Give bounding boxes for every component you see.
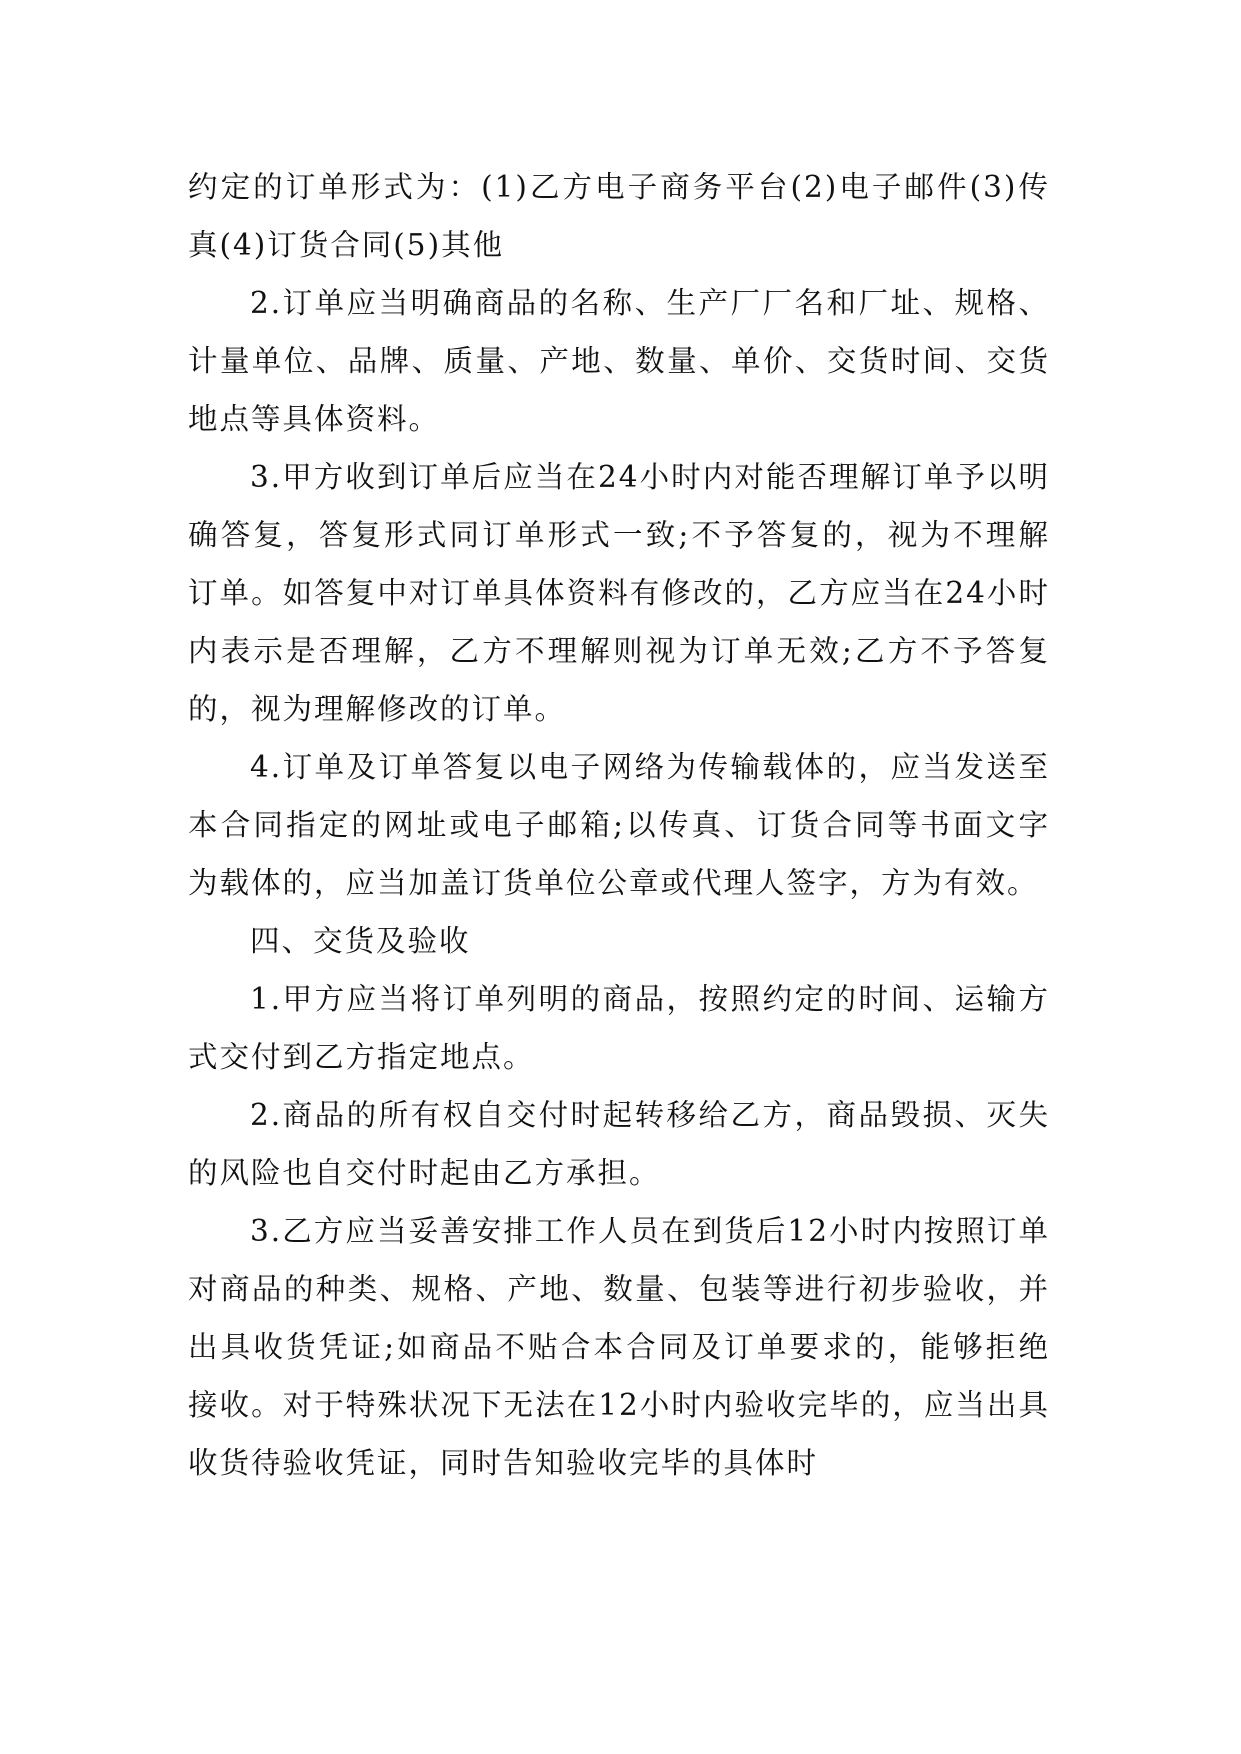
paragraph-ownership-risk: 2.商品的所有权自交付时起转移给乙方，商品毁损、灭失的风险也自交付时起由乙方承担。	[188, 1098, 1050, 1190]
document-body	[188, 158, 1050, 1492]
paragraph-order-details: 2.订单应当明确商品的名称、生产厂厂名和厂址、规格、计量单位、品牌、质量、产地、数量、单价、交货时间、交货地点等具体资料。	[188, 286, 1050, 436]
paragraph-inspection: 3.乙方应当妥善安排工作人员在到货后12小时内按照订单对商品的种类、规格、产地、数量、包装等进行初步验收，并出具收货凭证;如商品不贴合本合同及订单要求的，能够拒绝接收。对于特殊状况下无法在12小时内验收完毕的，应当出具收货待验收凭证，同时告知验收完毕的具体时	[188, 1214, 1050, 1480]
section-heading-delivery: 四、交货及验收	[250, 924, 471, 958]
paragraph-order-forms: 约定的订单形式为：(1)乙方电子商务平台(2)电子邮件(3)传真(4)订货合同(5)其他	[188, 170, 1050, 262]
paragraph-delivery: 1.甲方应当将订单列明的商品，按照约定的时间、运输方式交付到乙方指定地点。	[188, 982, 1050, 1074]
paragraph-order-transmission: 4.订单及订单答复以电子网络为传输载体的，应当发送至本合同指定的网址或电子邮箱;以传真、订货合同等书面文字为载体的，应当加盖订货单位公章或代理人签字，方为有效。	[188, 750, 1050, 900]
paragraph-order-reply: 3.甲方收到订单后应当在24小时内对能否理解订单予以明确答复，答复形式同订单形式一致;不予答复的，视为不理解订单。如答复中对订单具体资料有修改的，乙方应当在24小时内表示是否理解，乙方不理解则视为订单无效;乙方不予答复的，视为理解修改的订单。	[188, 460, 1050, 726]
